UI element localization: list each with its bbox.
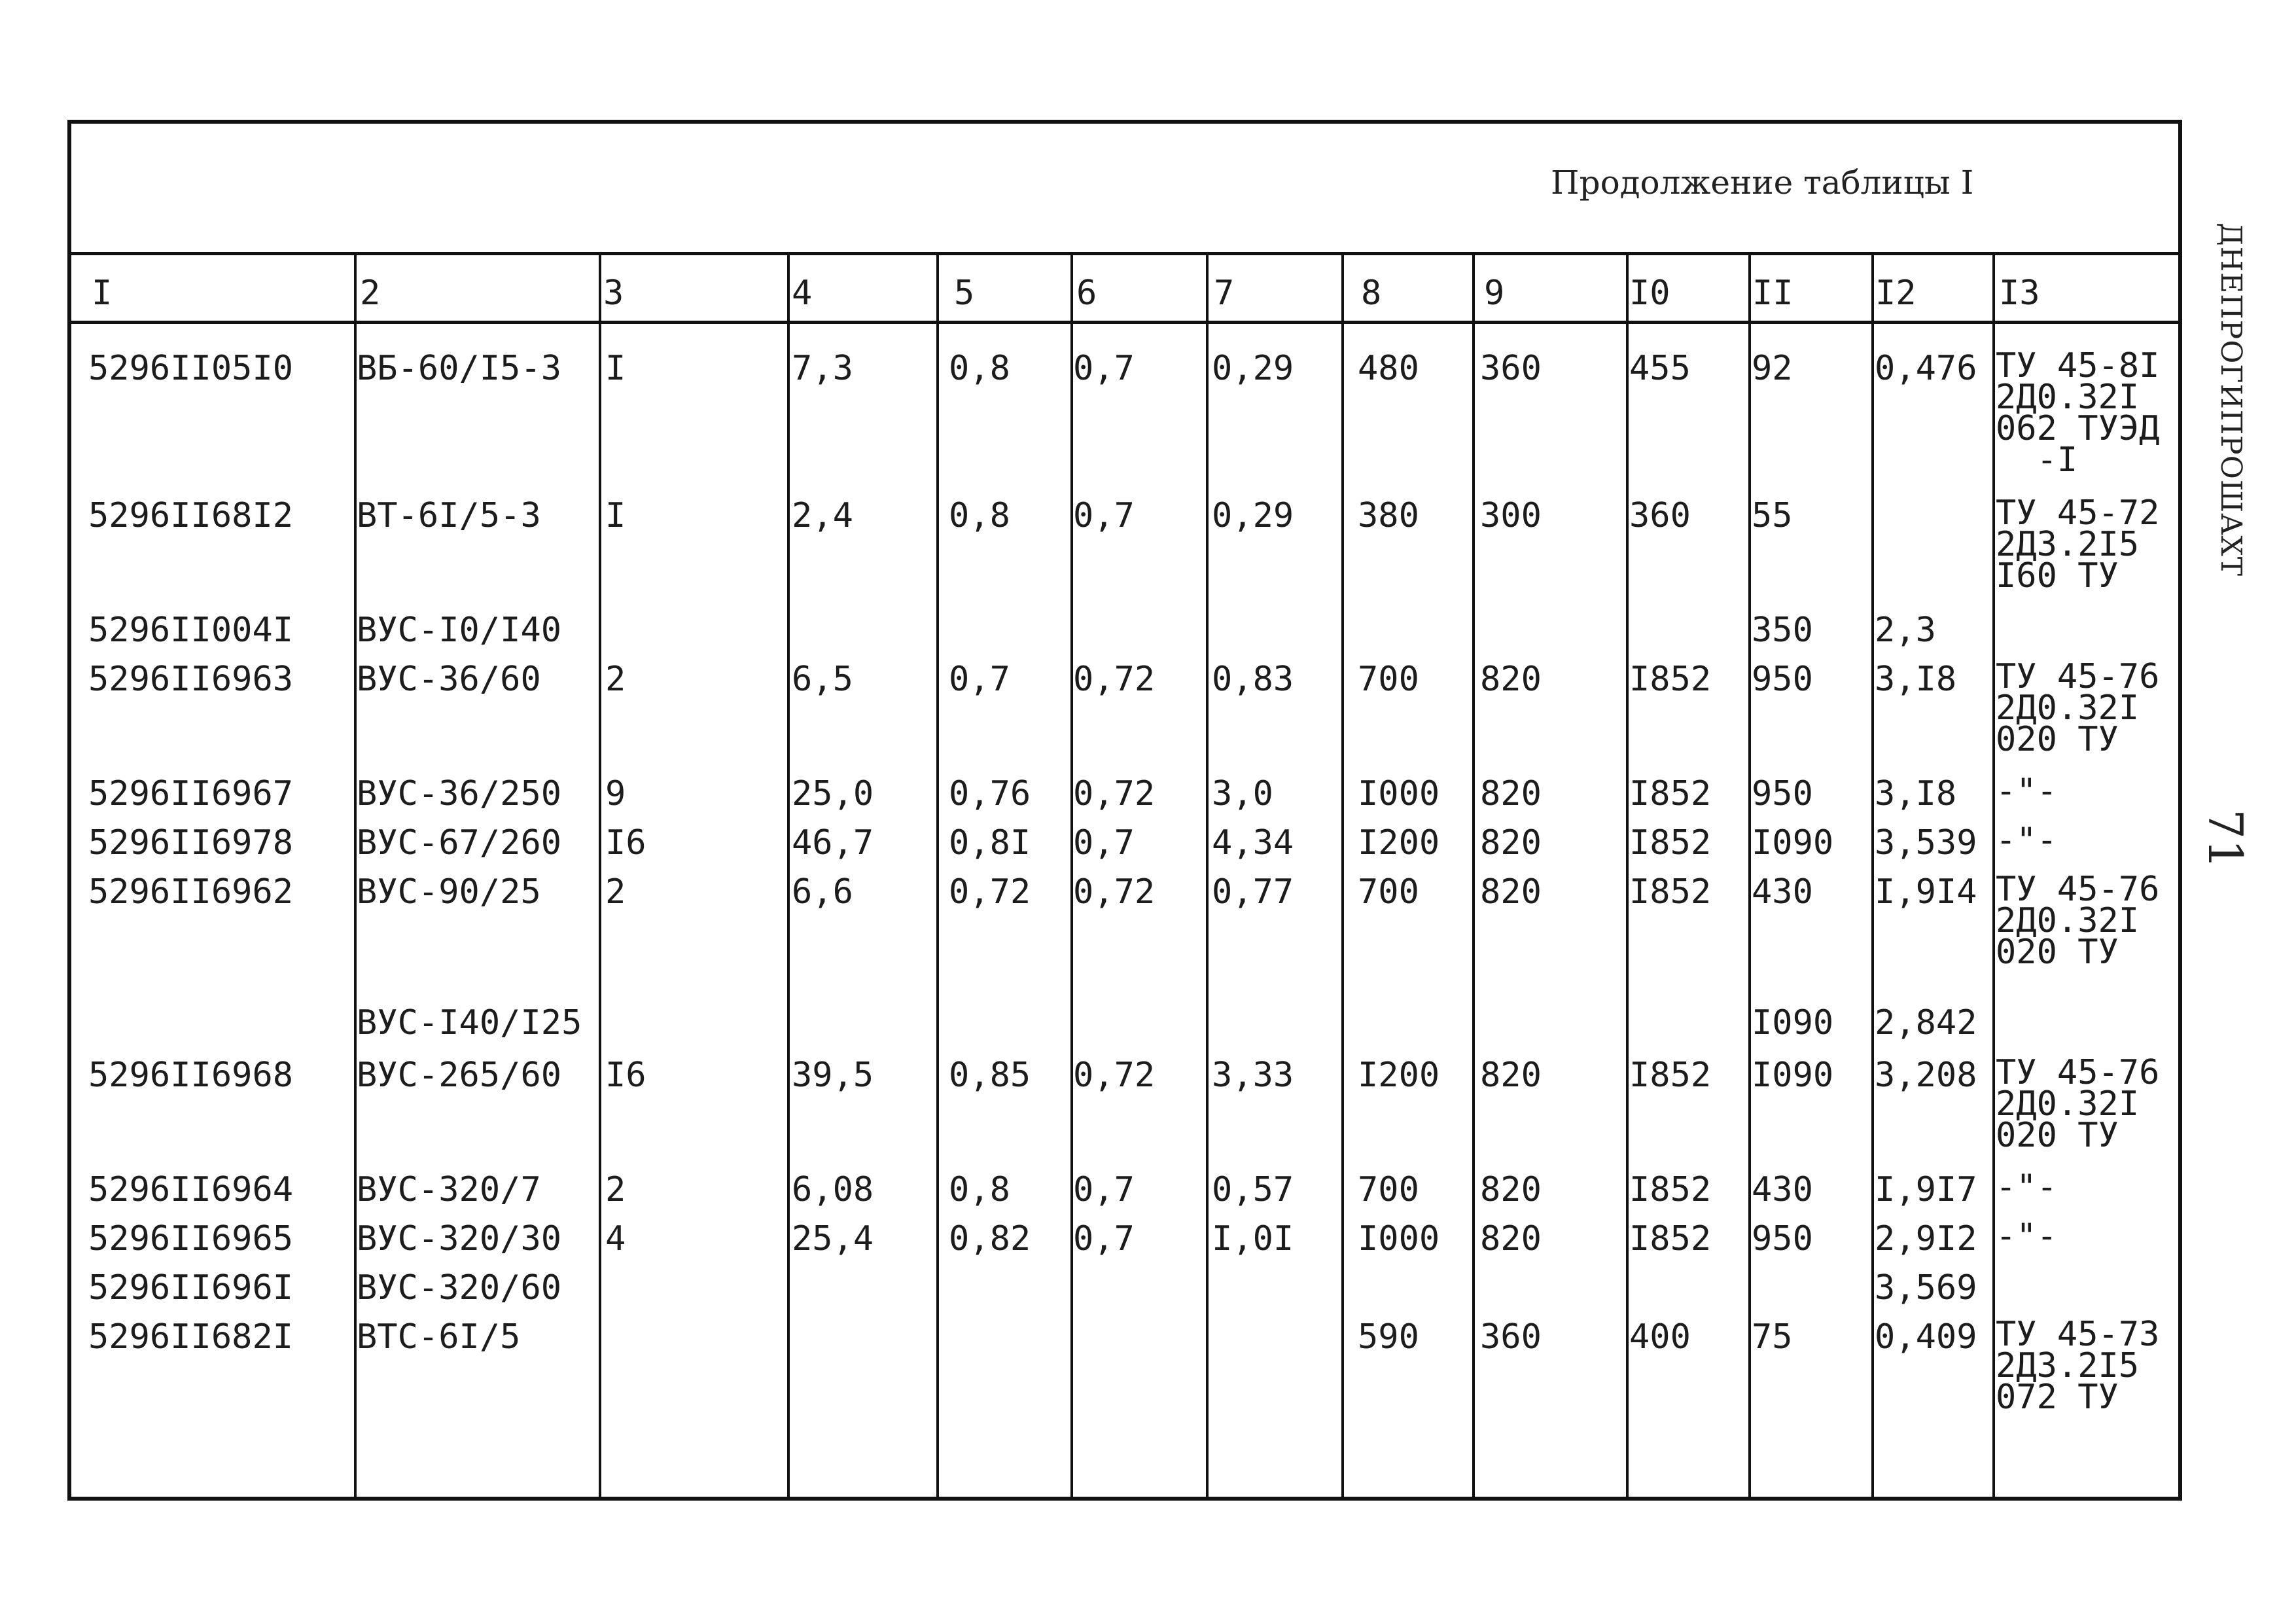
table-cell: I852 [1629,1056,1712,1095]
column-header: II [1752,274,1793,313]
table-cell: 700 [1358,872,1419,912]
table-cell: 0,409 [1875,1317,1977,1357]
table-cell: 350 [1752,611,1813,650]
table-cell: 0,72 [949,872,1031,912]
table-cell: I852 [1629,823,1712,863]
table-cell: 55 [1752,496,1793,535]
table-cell: 430 [1752,872,1813,912]
table-cell: 46,7 [792,823,874,863]
table-cell: I [605,496,626,535]
table-cell: 0,7 [949,660,1010,699]
table-cell: I6 [605,1056,646,1095]
table-cell: 5296II004I [88,611,294,650]
table-cell: 820 [1480,1219,1542,1258]
table-cell: 2,842 [1875,1003,1977,1043]
table-cell: 92 [1752,349,1793,388]
table-cell: 9 [605,774,626,813]
table-cell: 0,83 [1212,660,1294,699]
table-cell: I200 [1358,1056,1440,1095]
table-cell: 820 [1480,774,1542,813]
table-cell: ВУС-I40/I25 [357,1003,582,1043]
table-cell: 6,5 [792,660,853,699]
table-cell: ТУ 45-8I 2Д0.32I 062 ТУЭД -I [1996,346,2160,480]
table-cell: 0,7 [1073,496,1135,535]
table-cell: 5296II6978 [88,823,294,863]
column-header: I [92,274,113,313]
table-cell: -"- [1996,772,2057,811]
table-cell: 950 [1752,774,1813,813]
table-cell: 5296II6964 [88,1170,294,1209]
table-cell: I,9I7 [1875,1170,1977,1209]
table-cell: 0,72 [1073,1056,1156,1095]
table-cell: 5296II696I [88,1268,294,1308]
table-cell: I000 [1358,1219,1440,1258]
table-cell: 6,08 [792,1170,874,1209]
table-cell: 2 [605,1170,626,1209]
table-cell: 400 [1629,1317,1691,1357]
table-cell: 700 [1358,660,1419,699]
table-cell: I852 [1629,872,1712,912]
table-cell: 300 [1480,496,1542,535]
table-cell: 380 [1358,496,1419,535]
table-cell: I852 [1629,1170,1712,1209]
table-cell: -"- [1996,1217,2057,1256]
table-cell: 39,5 [792,1056,874,1095]
table-cell: 25,0 [792,774,874,813]
table-cell: ВУС-265/60 [357,1056,562,1095]
table-cell: I,0I [1212,1219,1294,1258]
table-cell: I090 [1752,1003,1834,1043]
table-cell: 820 [1480,823,1542,863]
table-cell: 0,57 [1212,1170,1294,1209]
table-cell: ТУ 45-76 2Д0.32I 020 ТУ [1996,657,2160,759]
table-cell: I090 [1752,823,1834,863]
table-cell: ВТ-6I/5-3 [357,496,541,535]
table-cell: I [605,349,626,388]
table-cell: 950 [1752,660,1813,699]
table-cell: 430 [1752,1170,1813,1209]
table-cell: 590 [1358,1317,1419,1357]
column-header: 9 [1484,274,1505,313]
col-divider [1871,255,1874,1499]
table-cell: ВУС-320/30 [357,1219,562,1258]
table-cell: I6 [605,823,646,863]
column-header: I3 [1999,274,2040,313]
table-cell: 0,72 [1073,872,1156,912]
table-cell: 3,I8 [1875,774,1957,813]
table-cell: 820 [1480,1056,1542,1095]
table-cell: ВУС-320/7 [357,1170,541,1209]
table-cell: 2 [605,660,626,699]
column-header: 2 [360,274,381,313]
table-cell: 7,3 [792,349,853,388]
table-cell: 0,29 [1212,349,1294,388]
table-cell: 4 [605,1219,626,1258]
table-cell: I852 [1629,774,1712,813]
table-cell: 700 [1358,1170,1419,1209]
col-divider [1992,255,1995,1499]
table-cell: ВУС-36/250 [357,774,562,813]
column-header: 7 [1214,274,1235,313]
col-divider [1341,255,1344,1499]
table-cell: 2,9I2 [1875,1219,1977,1258]
table-cell: 0,8I [949,823,1031,863]
col-divider [599,255,601,1499]
table-cell: 820 [1480,872,1542,912]
table-cell: ВУС-36/60 [357,660,541,699]
table-cell: 2,3 [1875,611,1936,650]
table-cell: ВБ-60/I5-3 [357,349,562,388]
side-label: ДНЕПРОГИПРОШАХТ [2214,223,2248,577]
table-cell: 5296II68I2 [88,496,294,535]
table-cell: 0,85 [949,1056,1031,1095]
table-cell: 3,569 [1875,1268,1977,1308]
table-cell: 0,82 [949,1219,1031,1258]
table-cell: I200 [1358,823,1440,863]
table-cell: 0,72 [1073,774,1156,813]
table-cell: ВТС-6I/5 [357,1317,521,1357]
table-cell: ВУС-90/25 [357,872,541,912]
table-cell: ТУ 45-72 2Д3.2I5 I60 ТУ [1996,493,2160,596]
caption-divider [67,252,2182,255]
column-header: 8 [1361,274,1382,313]
table-cell: I000 [1358,774,1440,813]
table-cell: 0,72 [1073,660,1156,699]
table-cell: 480 [1358,349,1419,388]
table-cell: 0,476 [1875,349,1977,388]
col-divider [1472,255,1475,1499]
table-cell: 3,208 [1875,1056,1977,1095]
table-cell: 0,77 [1212,872,1294,912]
table-cell: ВУС-320/60 [357,1268,562,1308]
col-divider [1748,255,1751,1499]
table-cell: 0,7 [1073,349,1135,388]
table-cell: I090 [1752,1056,1834,1095]
table-cell: 75 [1752,1317,1793,1357]
table-cell: 820 [1480,660,1542,699]
table-cell: 4,34 [1212,823,1294,863]
column-header: 6 [1076,274,1097,313]
table-cell: 3,539 [1875,823,1977,863]
col-divider [1206,255,1209,1499]
column-header: I0 [1629,274,1670,313]
col-divider [936,255,939,1499]
table-cell: 0,29 [1212,496,1294,535]
table-cell: 3,0 [1212,774,1273,813]
column-header: 3 [603,274,624,313]
table-cell: 360 [1480,349,1542,388]
column-header: 4 [792,274,813,313]
table-cell: 820 [1480,1170,1542,1209]
table-cell: 360 [1480,1317,1542,1357]
table-cell: ТУ 45-76 2Д0.32I 020 ТУ [1996,870,2160,972]
table-cell: 5296II05I0 [88,349,294,388]
table-cell: 0,7 [1073,823,1135,863]
table-cell: 0,76 [949,774,1031,813]
table-cell: ВУС-I0/I40 [357,611,562,650]
table-cell: ВУС-67/260 [357,823,562,863]
table-cell: 5296II6967 [88,774,294,813]
table-cell: 5296II6965 [88,1219,294,1258]
table-cell: 0,7 [1073,1170,1135,1209]
table-cell: 25,4 [792,1219,874,1258]
table-cell: -"- [1996,1168,2057,1207]
table-cell: 3,I8 [1875,660,1957,699]
page-number: 71 [2197,809,2253,869]
table-caption: Продолжение таблицы I [1551,164,1974,202]
table-cell: 0,8 [949,496,1010,535]
column-header: I2 [1875,274,1916,313]
col-divider [1626,255,1629,1499]
table-cell: -"- [1996,821,2057,860]
header-divider [67,321,2182,324]
table-cell: 5296II682I [88,1317,294,1357]
col-divider [787,255,790,1499]
table-cell: 6,6 [792,872,853,912]
column-header: 5 [954,274,975,313]
table-cell: 5296II6962 [88,872,294,912]
table-cell: I852 [1629,660,1712,699]
table-cell: 0,8 [949,349,1010,388]
table-cell: I852 [1629,1219,1712,1258]
table-cell: 0,7 [1073,1219,1135,1258]
table-cell: ТУ 45-73 2Д3.2I5 072 ТУ [1996,1315,2160,1417]
table-cell: 950 [1752,1219,1813,1258]
table-cell: 3,33 [1212,1056,1294,1095]
table-cell: I,9I4 [1875,872,1977,912]
table-cell: 2,4 [792,496,853,535]
table-cell: 5296II6963 [88,660,294,699]
table-cell: 2 [605,872,626,912]
table-cell: ТУ 45-76 2Д0.32I 020 ТУ [1996,1053,2160,1155]
table-cell: 5296II6968 [88,1056,294,1095]
table-cell: 455 [1629,349,1691,388]
table-cell: 360 [1629,496,1691,535]
table-cell: 0,8 [949,1170,1010,1209]
